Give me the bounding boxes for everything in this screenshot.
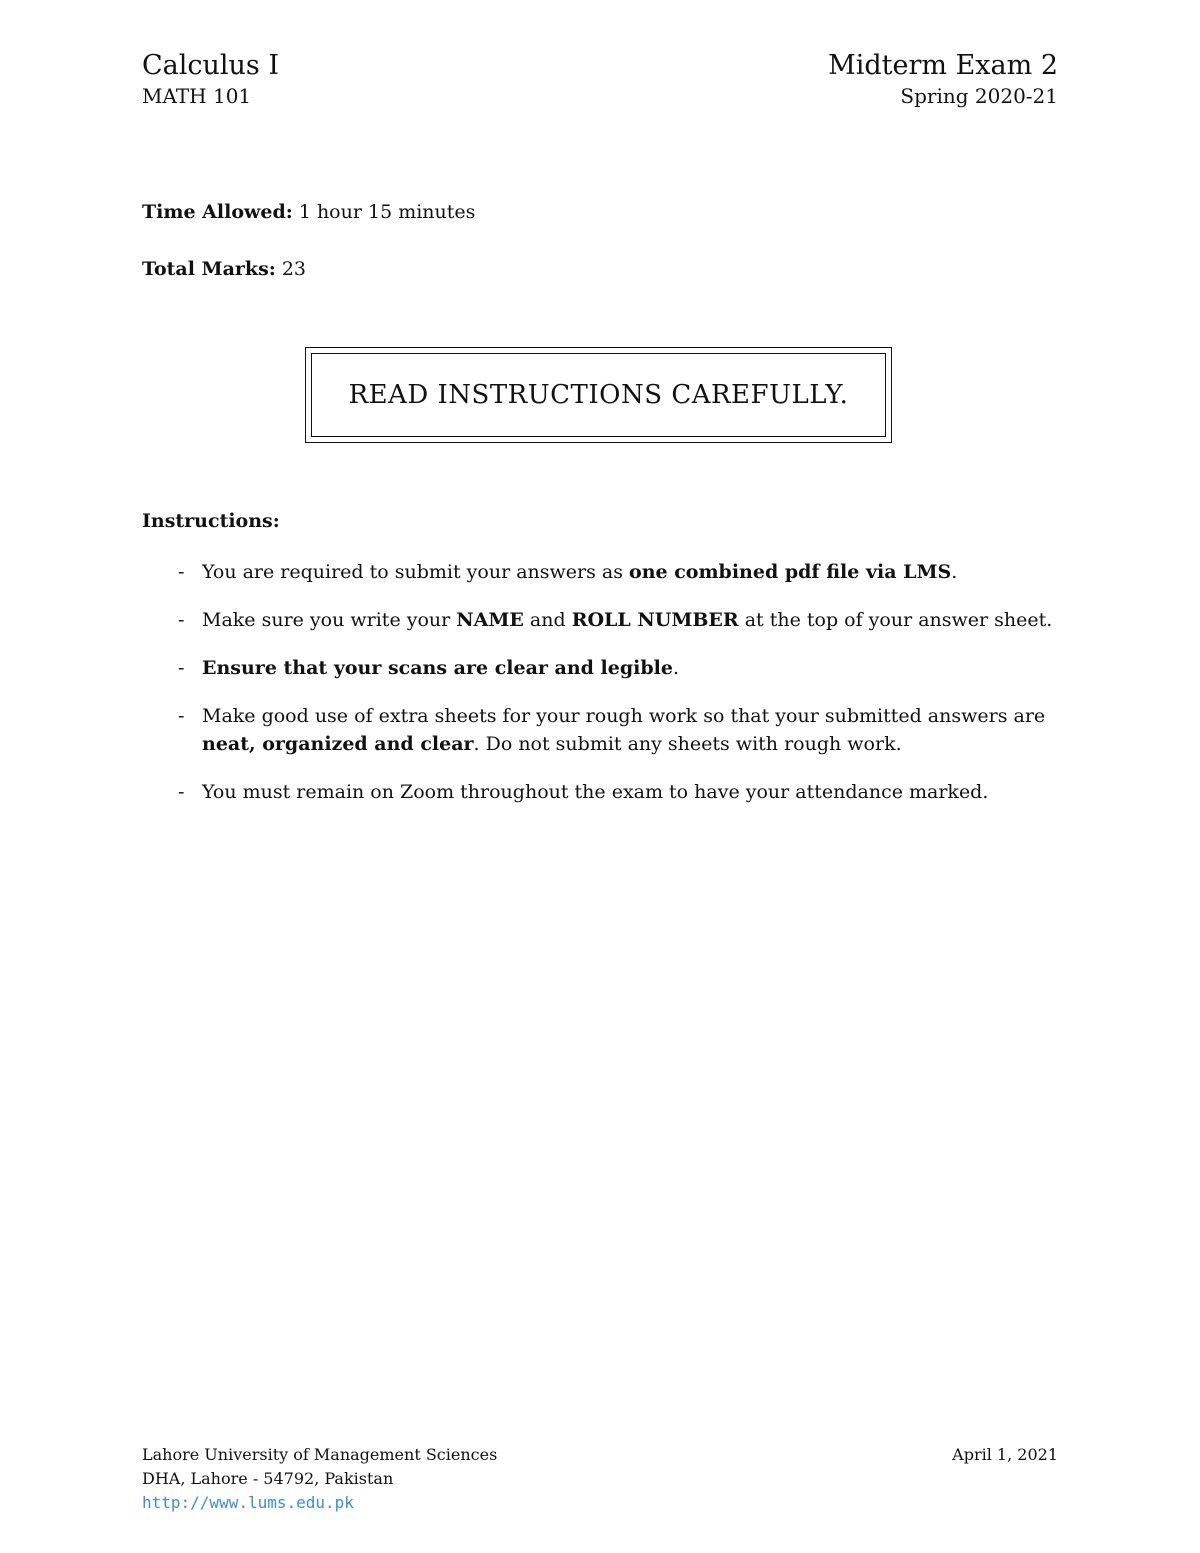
instruction-item (178, 702, 1063, 758)
instruction-emphasis: one combined pdf file via LMS (629, 561, 952, 583)
time-allowed-value: 1 hour 15 minutes (298, 201, 476, 223)
instructions-list (178, 558, 1063, 826)
university-website-link[interactable]: http://www.lums.edu.pk (142, 1493, 354, 1512)
instruction-emphasis: Ensure that your scans are clear and legible (202, 657, 673, 679)
instruction-text: and (523, 609, 572, 631)
instruction-emphasis: ROLL NUMBER (571, 609, 739, 631)
header-top-row (142, 50, 1058, 82)
instruction-text: . (951, 561, 958, 583)
total-marks-value: 23 (281, 258, 307, 280)
bullet-dash: - (178, 561, 185, 583)
document-header (142, 50, 1058, 110)
instruction-text: . Do not submit any sheets with rough work. (473, 733, 902, 755)
instruction-emphasis: neat, organized and clear (202, 733, 474, 755)
course-title: Calculus I (142, 50, 280, 81)
instruction-text: at the top of your answer sheet. (738, 609, 1053, 631)
course-code: MATH 101 (142, 84, 252, 108)
instruction-item (178, 558, 1063, 586)
footer-top-row (142, 1443, 1058, 1467)
instruction-item (178, 606, 1063, 634)
instruction-text: You are required to submit your answers as (202, 561, 630, 583)
instruction-text: . (672, 657, 679, 679)
instruction-item (178, 778, 1063, 806)
time-allowed-label: Time Allowed: (142, 201, 293, 223)
university-name: Lahore University of Management Sciences (142, 1445, 498, 1464)
bullet-dash: - (178, 657, 185, 679)
notice-box (305, 347, 892, 443)
total-marks (142, 258, 306, 280)
exam-title: Midterm Exam 2 (828, 50, 1058, 81)
instruction-item (178, 654, 1063, 682)
notice-text: READ INSTRUCTIONS CAREFULLY. (348, 380, 849, 410)
instruction-emphasis: NAME (456, 609, 524, 631)
instruction-text: Make good use of extra sheets for your rough work so that your submitted answers are (202, 705, 1046, 727)
time-allowed (142, 201, 475, 223)
exam-date: April 1, 2021 (952, 1445, 1058, 1464)
university-address: DHA, Lahore - 54792, Pakistan (142, 1469, 394, 1488)
term: Spring 2020-21 (900, 84, 1058, 108)
document-footer (142, 1443, 1058, 1515)
notice-inner-border (311, 353, 886, 437)
instruction-text: You must remain on Zoom throughout the exam to have your attendance marked. (202, 781, 989, 803)
bullet-dash: - (178, 609, 185, 631)
instruction-text: Make sure you write your (202, 609, 457, 631)
total-marks-label: Total Marks: (142, 258, 276, 280)
bullet-dash: - (178, 781, 185, 803)
instructions-heading: Instructions: (142, 510, 280, 532)
header-bottom-row (142, 82, 1058, 110)
bullet-dash: - (178, 705, 185, 727)
